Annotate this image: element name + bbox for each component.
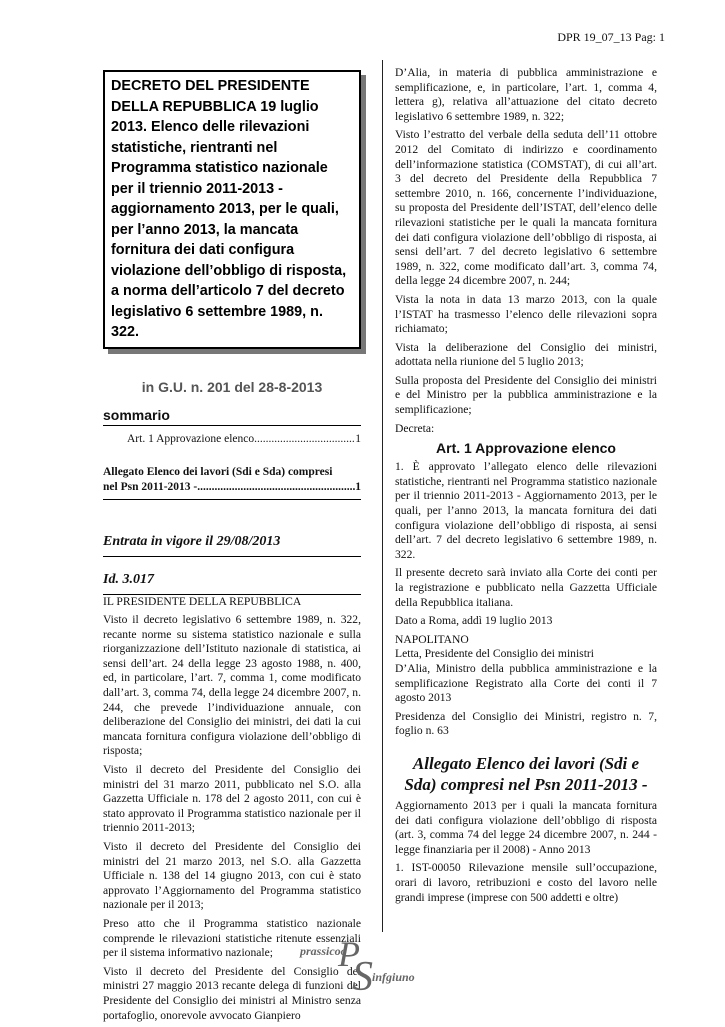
paragraph: Visto il decreto del Presidente del Consiglio dei ministri del 21 marzo 2013, nel S.O. alla Gazzetta Ufficiale n. 138 del 14 giugno 2013, con cui è stato approvato l’Aggiornamento del Programma statistico nazionale per il 2013; [103, 840, 361, 912]
toc-entry-text: Art. 1 Approvazione elenco [127, 432, 255, 445]
paragraph: Sulla proposta del Presidente del Consiglio dei ministri e del Ministro per la pubblica amministrazione e la semplificazione; [395, 373, 657, 417]
toc-entry-text: Allegato Elenco dei lavori (Sdi e Sda) compresi [103, 465, 333, 478]
logo-suffix: infgiuno [372, 970, 415, 984]
document-id: Id. 3.017 [103, 572, 361, 595]
paragraph: Visto il decreto del Presidente del Consiglio dei ministri 27 maggio 2013 recante delega di funzioni del Presidente del Consiglio dei ministri al Ministro senza portafoglio, onorevole avvocato Gianpiero [103, 964, 361, 1022]
paragraph: Aggiornamento 2013 per i quali la mancata fornitura dei dati configura violazione dell’obbligo di risposta (art. 3, comma 74 del legge 24 dicembre 2007, n. 244 - legge finanziaria per il 2008) - Anno 2013 [395, 798, 657, 856]
signature-name: NAPOLITANO [395, 632, 469, 646]
paragraph: Visto il decreto legislativo 6 settembre 1989, n. 322, recante norme su sistema statistico nazionale e sulla riorganizzazione dell’Istituto nazionale di statistica, ai sensi dell’art. 24 della legge 23 agosto 1988, n. 400, ed, in particolare, l’art. 7, comma 1, come modificato dall’art. 3, comma 74, della legge 24 dicembre 2007, n. 244, che prevede l’individuazione annuale, con deliberazione del Consiglio dei ministri, dei dati la cui mancata fornitura configura violazione dell’obbligo di risposta; [103, 613, 361, 758]
toc-entry-allegato[interactable] [103, 465, 361, 495]
publisher-logo [300, 930, 430, 1010]
decreta-label: Decreta: [395, 421, 435, 435]
signature-line: Letta, Presidente del Consiglio dei ministri [395, 647, 594, 661]
right-body [395, 66, 657, 436]
toc-page-number: 1 [355, 480, 361, 493]
toc-entry-text: nel Psn 2011-2013 - [103, 480, 198, 493]
paragraph: Vista la nota in data 13 marzo 2013, con la quale l’ISTAT ha trasmesso l’elenco delle rilevazioni sopra richiamato; [395, 292, 657, 336]
toc-entry-art1[interactable] [103, 432, 361, 447]
paragraph: Presidenza del Consiglio dei Ministri, registro n. 7, foglio n. 63 [395, 709, 657, 738]
paragraph: 1. È approvato l’allegato elenco delle rilevazioni statistiche, rientranti nel Programma statistico nazionale per il triennio 2011-2013 - Aggiornamento 2013, per le quali, per l’anno 2013, la mancata fornitura dei dati configura violazione dell’obbligo di risposta, ai sensi dell’art. 7 del decreto legislativo 6 settembre 1989, n. 322. [395, 460, 657, 561]
gazzetta-reference: in G.U. n. 201 del 28-8-2013 [141, 378, 323, 395]
logo-letter-s: S [352, 954, 373, 1000]
paragraph: Visto l’estratto del verbale della seduta dell’11 ottobre 2012 del Comitato di indirizzo e coordinamento dell’informazione statistica (COMSTAT), di cui all’art. 3 del decreto del Presidente della Repubblica 7 settembre 2010, n. 166, concernente l’individuazione, su proposta del Presidente dell’ISTAT, dell’elenco delle rilevazioni statistiche per le quali la mancata fornitura dei dati configura violazione dell’obbligo di risposta, ai sensi dell’art. 7 del decreto legislativo 6 settembre 1989, n. 322, come modificato dall’art. 3, comma 74, della legge 24 dicembre 2007, n. 244; [395, 128, 657, 288]
right-column [395, 66, 657, 909]
annex-heading: Allegato Elenco dei lavori (Sdi e Sda) compresi nel Psn 2011-2013 - [404, 753, 648, 794]
logo-prefix: prassicoo [300, 944, 347, 958]
page-header: DPR 19_07_13 Pag: 1 [557, 30, 665, 44]
toc-rule [103, 499, 361, 500]
paragraph: Preso atto che il Programma statistico nazionale comprende le rilevazioni statistiche ritenute essenziali per il sistema informativo nazionale; [103, 916, 361, 960]
summary-heading: sommario [103, 407, 361, 426]
logo-letter-p: P [338, 934, 360, 974]
paragraph: D’Alia, in materia di pubblica amministrazione e semplificazione, e, in particolare, l’art. 1, comma 4, lettera g), relativa all’attuazione del citato decreto legislativo 6 settembre 1989, n. 322; [395, 66, 657, 123]
toc-page-number: 1 [355, 432, 361, 445]
decree-preamble-heading: IL PRESIDENTE DELLA REPUBBLICA [103, 594, 302, 608]
entry-into-force: Entrata in vigore il 29/08/2013 [103, 534, 361, 557]
toc-leader [197, 480, 355, 495]
paragraph: Dato a Roma, addì 19 luglio 2013 [395, 614, 553, 628]
toc-leader [254, 432, 355, 447]
paragraph: Vista la deliberazione del Consiglio dei ministri, adottata nella riunione del 5 luglio 2013; [395, 340, 657, 369]
annex-body [395, 799, 657, 905]
annex-list-item: 1. IST-00050 Rilevazione mensile sull’occupazione, orari di lavoro, retribuzioni e costo del lavoro nelle grandi imprese (imprese con 500 addetti e oltre) [395, 861, 657, 904]
column-divider [382, 60, 383, 932]
toc-entry-line [103, 465, 361, 480]
signature-line: D’Alia, Ministro della pubblica amministrazione e la semplificazione Registrato alla Corte dei conti il 7 agosto 2013 [395, 661, 657, 705]
decree-title: DECRETO DEL PRESIDENTE DELLA REPUBBLICA 19 luglio 2013. Elenco delle rilevazioni statistiche, rientranti nel Programma statistico nazionale per il triennio 2011-2013 - aggiornamento 2013, per le quali, per l’anno 2013, la mancata fornitura dei dati configura violazione dell’obbligo di risposta, a norma dell’articolo 7 del decreto legislativo 6 settembre 1989, n. 322. [103, 70, 361, 349]
toc-entry-line [103, 480, 361, 495]
article-heading: Art. 1 Approvazione elenco [436, 440, 616, 457]
paragraph: Visto il decreto del Presidente del Consiglio dei ministri del 31 marzo 2011, pubblicato nel S.O. alla Gazzetta Ufficiale n. 178 del 2 agosto 2011, con cui è stato approvato il Programma statistico nazionale per il triennio 2011-2013; [103, 763, 361, 835]
paragraph: Il presente decreto sarà inviato alla Corte dei conti per la registrazione e pubblicato nella Gazzetta Ufficiale della Repubblica italiana. [395, 566, 657, 609]
left-column [103, 70, 361, 1027]
article-body [395, 460, 657, 739]
